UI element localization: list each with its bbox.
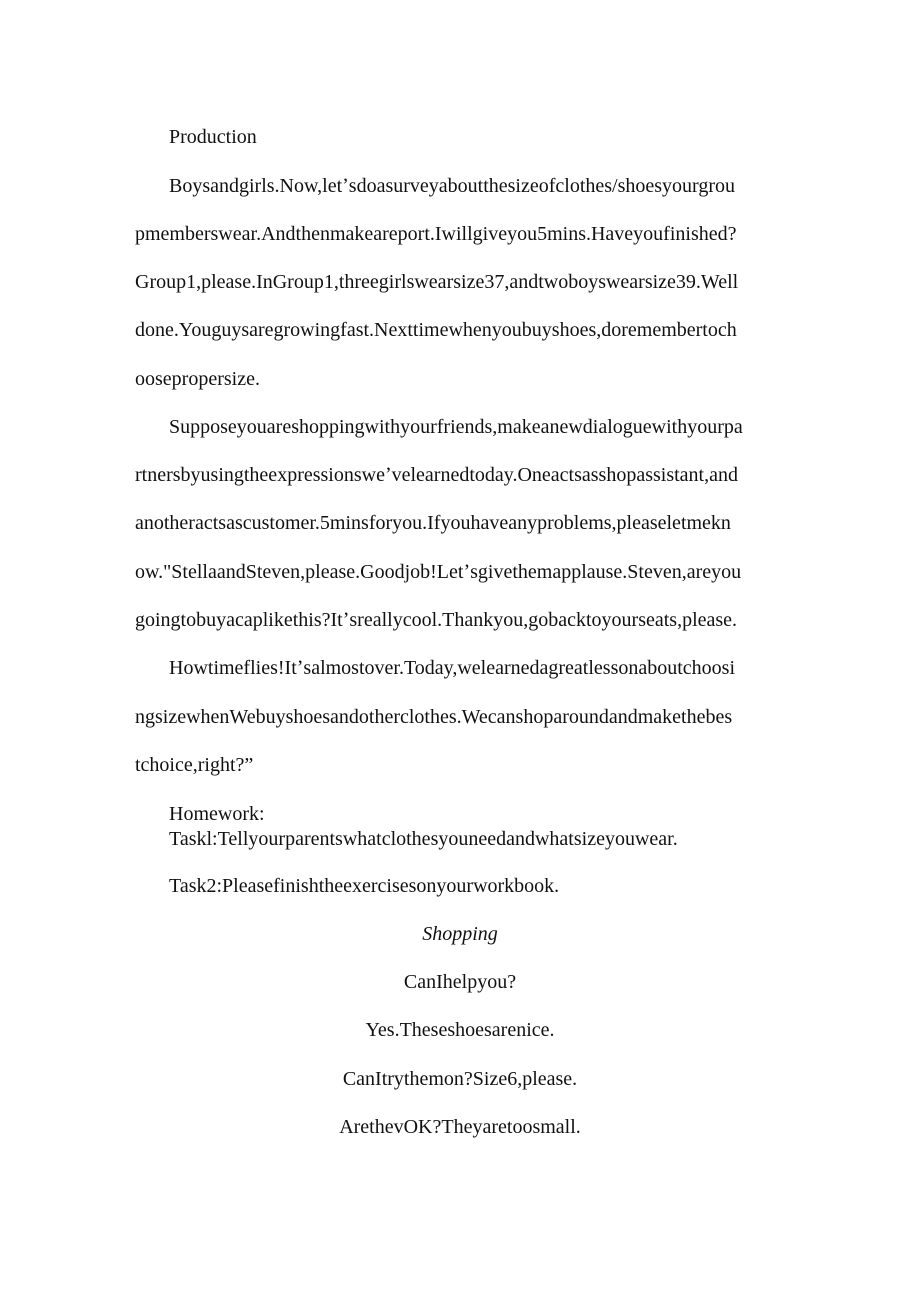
paragraph-line: ow."StellaandSteven,please.Goodjob!Letʼsgivethemapplause.Steven,areyou (135, 561, 742, 583)
dialogue-line: CanItrythemon?Size6,please. (342, 1068, 578, 1090)
section-heading: Production (169, 126, 257, 148)
paragraph-line: anotheractsascustomer.5minsforyou.Ifyouhaveanyproblems,pleaseletmekn (135, 512, 731, 534)
paragraph-line: ngsizewhenWebuyshoesandotherclothes.Wecanshoparoundandmakethebes (135, 706, 733, 728)
dialogue-line: ArethevOK?Theyaretoosmall. (339, 1116, 581, 1138)
paragraph-line: Howtimeflies!Itʼsalmostover.Today,welearnedagreatlessonaboutchoosi (169, 657, 736, 679)
dialogue-title: Shopping (422, 923, 498, 945)
paragraph-line: rtnersbyusingtheexpressionsweʼvelearnedtoday.Oneactsasshopassistant,and (135, 464, 738, 486)
paragraph-line: Supposeyouareshoppingwithyourfriends,makeanewdialoguewithyourpa (169, 416, 743, 438)
homework-task-2: Task2:Pleasefinishtheexercisesonyourworkbook. (169, 875, 560, 897)
paragraph-line: oosepropersize. (135, 368, 260, 390)
homework-label: Homework: (169, 803, 265, 825)
homework-task-1: Taskl:Tellyourparentswhatclothesyouneedandwhatsizeyouwear. (169, 828, 678, 850)
dialogue-line: Yes.Theseshoesarenice. (365, 1019, 555, 1041)
dialogue-line: CanIhelpyou? (403, 971, 517, 993)
paragraph-line: goingtobuyacaplikethis?Itʼsreallycool.Thankyou,gobacktoyourseats,please. (135, 609, 738, 631)
paragraph-line: Boysandgirls.Now,letʼsdoasurveyaboutthesizeofclothes/shoesyourgrou (169, 175, 736, 197)
paragraph-line: Group1,please.InGroup1,threegirlswearsize37,andtwoboyswearsize39.Well (135, 271, 739, 293)
paragraph-line: done.Youguysaregrowingfast.Nexttimewhenyoubuyshoes,doremembertoch (135, 319, 737, 341)
paragraph-line: pmemberswear.Andthenmakeareport.Iwillgiveyou5mins.Haveyoufinished? (135, 223, 737, 245)
paragraph-line: tchoice,right?” (135, 754, 254, 776)
